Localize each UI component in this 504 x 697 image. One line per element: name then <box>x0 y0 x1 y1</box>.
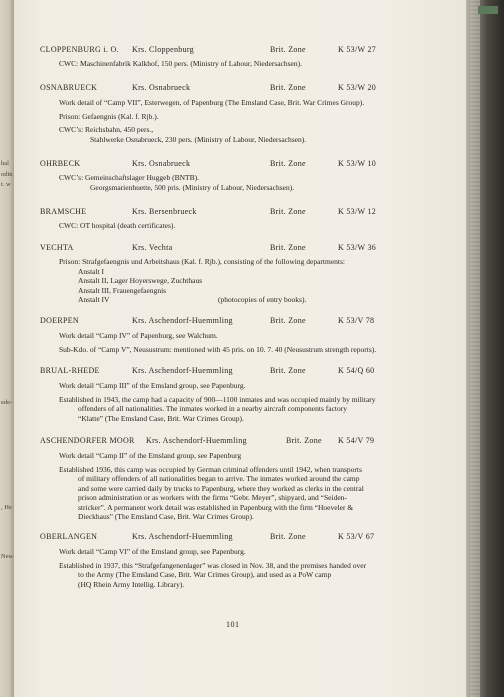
entry-note: (photocopies of entry books). <box>218 295 307 304</box>
bookmark-tab <box>478 6 498 14</box>
entry-heading <box>40 366 450 377</box>
entry-line: of military offenders of all nationalities began to arrive. The inmates worked around the camp <box>78 474 360 483</box>
map-reference: K 54/V 79 <box>338 436 375 445</box>
page-number: 101 <box>226 620 240 629</box>
district: Krs. Cloppenburg <box>132 45 194 54</box>
zone: Brit. Zone <box>286 436 322 445</box>
entry-heading <box>40 436 450 447</box>
entry-vechta <box>40 243 450 305</box>
zone: Brit. Zone <box>270 243 306 252</box>
district: Krs. Osnabrueck <box>132 83 191 92</box>
anstalt-label: Anstalt IV <box>78 295 110 304</box>
district: Krs. Vechta <box>132 243 173 252</box>
entry-cloppenburg <box>40 45 450 69</box>
entry-line: Sub-Kdo. of “Camp V”, Neusustrum: mentioned with 45 pris. on 10. 7. 40 (Neusustrum strength reports). <box>59 344 377 354</box>
zone: Brit. Zone <box>270 316 306 325</box>
map-reference: K 53/V 78 <box>338 316 375 325</box>
entry-aschendorfer-moor <box>40 436 450 522</box>
place-name: BRUAL-RHEDE <box>40 366 100 375</box>
entry-line: Work detail “Camp III” of the Emsland group, see Papenburg. <box>59 381 246 390</box>
map-reference: K 53/W 20 <box>338 83 377 92</box>
zone: Brit. Zone <box>270 45 306 54</box>
entry-brual-rhede <box>40 366 450 423</box>
entry-line: CWC: Maschinenfabrik Kalkhof, 150 pers. (Ministry of Labour, Niedersachsen). <box>59 59 302 68</box>
prev-page-fragment: hal <box>1 160 9 167</box>
entry-line: CWC: OT hospital (death certificates). <box>59 221 176 230</box>
map-reference: K 53/V 67 <box>338 532 375 541</box>
entry-line: Anstalt I <box>78 266 105 276</box>
entry-line: Established in 1937, this “Strafgefangenenlager” was closed in Nov. 38, and the premises handed over <box>59 560 367 570</box>
entry-line: Anstalt II, Lager Hoyerswege, Zuchthaus <box>78 276 203 285</box>
entry-ohrbeck <box>40 159 450 192</box>
map-reference: K 54/Q 60 <box>338 366 375 375</box>
prev-page-fragment: odin <box>1 171 13 178</box>
place-name: OHRBECK <box>40 159 81 168</box>
entry-line: prison administration or as workers with the firms “Gebr. Meyer”, shipyard, and “Seiden- <box>78 493 347 502</box>
entry-heading <box>40 243 450 254</box>
entry-line: stricker”. A permanent work detail was established in Papenburg with the firm “Hoeveler & <box>78 502 354 512</box>
entry-line: to the Army (The Emsland Case, Brit. War Crimes Group), and used as a PoW camp <box>78 570 332 579</box>
page-stack <box>470 0 480 697</box>
entry-oberlangen <box>40 532 450 589</box>
map-reference: K 53/W 36 <box>338 243 377 252</box>
prev-page-fragment: , He <box>1 504 12 511</box>
entry-heading <box>40 83 450 94</box>
entry-doerpen <box>40 316 450 354</box>
district: Krs. Aschendorf-Huemmling <box>146 436 247 445</box>
zone: Brit. Zone <box>270 83 306 92</box>
place-name: ASCHENDORFER MOOR <box>40 436 135 445</box>
entry-heading <box>40 532 450 543</box>
place-name: CLOPPENBURG i. O. <box>40 45 119 54</box>
map-reference: K 53/W 10 <box>338 159 377 168</box>
entry-heading <box>40 159 450 170</box>
place-name: DOERPEN <box>40 316 79 325</box>
district: Krs. Aschendorf-Huemmling <box>132 532 233 541</box>
entry-line: Anstalt III, Frauengefaengnis <box>78 285 167 295</box>
entry-line: Prison: Strafgefaengnis und Arbeitshaus (Kal. f. Rjb.), consisting of the following departments: <box>59 257 345 266</box>
entry-line: Established 1936, this camp was occupied by German criminal offenders until 1942, when transports <box>59 464 362 474</box>
entry-bramsche <box>40 207 450 231</box>
district: Krs. Osnabrueck <box>132 159 191 168</box>
place-name: OBERLANGEN <box>40 532 98 541</box>
entry-line: CWC’s: Gemeinschaftslager Huggeb (BNTB). <box>59 173 199 182</box>
entry-line: and some were carried daily by trucks to Papenburg, where they worked as clerks in the central <box>78 483 364 493</box>
prev-page-fragment: Neu- <box>1 553 14 560</box>
entry-line: (HQ Rhein Army Intellig. Library). <box>78 579 185 589</box>
entry-line: Work detail “Camp VI” of the Emsland group, see Papenburg. <box>59 547 246 556</box>
entry-line: CWC’s: Reichsbahn, 450 pers., <box>59 125 154 134</box>
prev-page-fragment: t. w <box>1 181 11 188</box>
entry-line <box>40 295 450 305</box>
entry-heading <box>40 316 450 327</box>
prev-page-fragment: ede- <box>1 399 13 406</box>
entry-heading <box>40 45 450 56</box>
place-name: BRAMSCHE <box>40 207 87 216</box>
place-name: VECHTA <box>40 243 74 252</box>
district: Krs. Bersenbrueck <box>132 207 197 216</box>
zone: Brit. Zone <box>270 159 306 168</box>
entry-line: Work detail of “Camp VII”, Esterwegen, of Papenburg (The Emsland Case, Brit. War Crimes Group). <box>59 98 365 107</box>
entry-line: Established in 1943, the camp had a capacity of 900—1100 inmates and was occupied mainly by military <box>59 394 376 404</box>
entry-line: “Klatte” (The Emsland Case, Brit. War Crimes Group). <box>78 413 244 423</box>
district: Krs. Aschendorf-Huemmling <box>132 366 233 375</box>
district: Krs. Aschendorf-Huemmling <box>132 316 233 325</box>
map-reference: K 53/W 27 <box>338 45 377 54</box>
map-reference: K 53/W 12 <box>338 207 377 216</box>
entry-line: Work detail “Camp II” of the Emsland group, see Papenburg <box>59 451 242 460</box>
zone: Brit. Zone <box>270 366 306 375</box>
place-name: OSNABRUECK <box>40 83 98 92</box>
book-edge <box>466 0 504 697</box>
entry-line: Prison: Gefaengnis (Kal. f. Rjb.). <box>59 111 159 121</box>
entry-line: Dieckhaus” (The Emsland Case, Brit. War Crimes Group). <box>78 512 254 521</box>
entry-line: Stahlwerke Osnabrueck, 230 pers. (Ministry of Labour, Niedersachsen). <box>90 134 307 144</box>
zone: Brit. Zone <box>270 207 306 216</box>
entry-line: offenders of all nationalities. The inmates worked in a nearby aircraft components factory <box>78 404 348 413</box>
entry-osnabrueck <box>40 83 450 144</box>
entry-line: Work detail “Camp IV” of Papenburg, see Walchum. <box>59 331 218 340</box>
previous-page-edge <box>0 0 14 697</box>
entry-heading <box>40 207 450 218</box>
entry-line: Georgsmarienhuette, 500 pris. (Ministry of Labour, Niedersachsen). <box>90 182 295 192</box>
zone: Brit. Zone <box>270 532 306 541</box>
